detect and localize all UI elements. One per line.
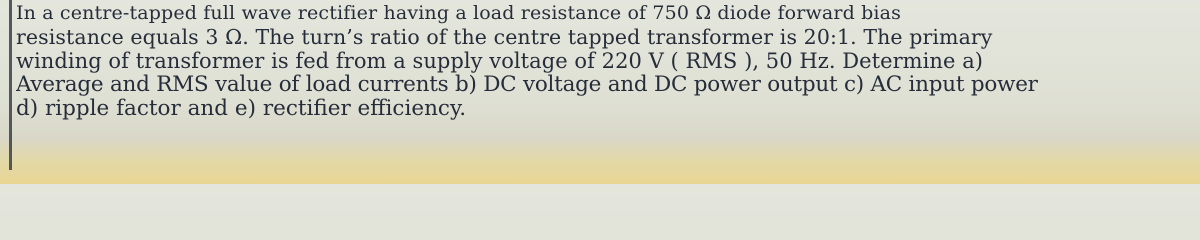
problem-line-1: In a centre-tapped full wave rectifier having a load resistance of 750 Ω diode forward bias: [16, 2, 901, 24]
bottom-paper-band: [0, 170, 1200, 184]
problem-line-2: resistance equals 3 Ω. The turn’s ratio of the centre tapped transformer is 20:1. The primary: [16, 25, 993, 49]
problem-statement: [16, 1, 1198, 121]
margin-rule: [9, 0, 12, 170]
problem-line-5: d) ripple factor and e) rectifier efficiency.: [16, 97, 467, 121]
problem-line-4: Average and RMS value of load currents b) DC voltage and DC power output c) AC input power: [16, 73, 1038, 97]
problem-line-3: winding of transformer is fed from a supply voltage of 220 V ( RMS ), 50 Hz. Determine a): [16, 49, 984, 73]
